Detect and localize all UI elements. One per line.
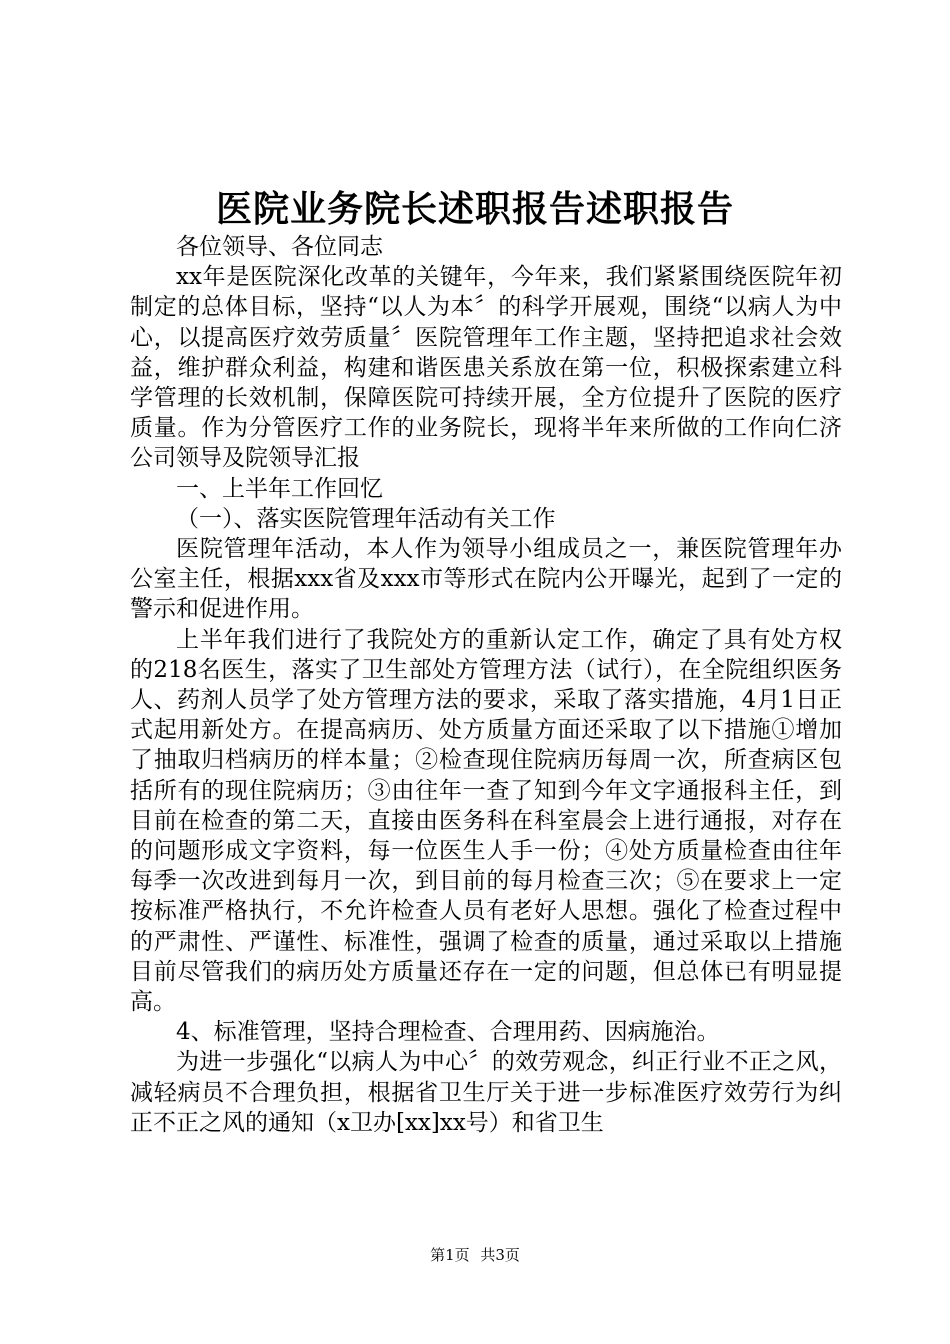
page-footer [0, 1245, 950, 1265]
paragraph-intro: xx年是医院深化改革的关键年，今年来，我们紧紧围绕医院年初制定的总体目标，坚持“以人为本〞的科学开展观，围绕“以病人为中心，以提高医疗效劳质量〞医院管理年工作主题，坚持把追求社会效益，维护群众利益，构建和谐医患关系放在第一位，积极探索建立科学管理的长效机制，保障医院可持续开展，全方位提升了医院的医疗质量。作为分管医疗工作的业务院长，现将半年来所做的工作向仁济公司领导及院领导汇报 [130, 264, 842, 472]
page-total: 共3页 [480, 1246, 520, 1264]
paragraph: 为进一步强化“以病人为中心〞的效劳观念，纠正行业不正之风，减轻病员不合理负担，根据省卫生厅关于进一步标准医疗效劳行为纠正不正之风的通知（x卫办[xx]xx号）和省卫生 [130, 1049, 842, 1136]
section-heading: 一、上半年工作回忆 [176, 475, 383, 502]
salutation: 各位领导、各位同志 [176, 234, 383, 260]
page-number: 第1页 [430, 1246, 470, 1264]
subsection-heading: （一）、落实医院管理年活动有关工作 [176, 505, 556, 532]
paragraph: 4、标准管理，坚持合理检查、合理用药、因病施治。 [176, 1019, 720, 1046]
paragraph: 上半年我们进行了我院处方的重新认定工作，确定了具有处方权的218名医生，落实了卫生部处方管理方法（试行），在全院组织医务人、药剂人员学了处方管理方法的要求，采取了落实措施，4月1日正式起用新处方。在提高病历、处方质量方面还采取了以下措施①增加了抽取归档病历的样本量；②检查现住院病历每周一次，所查病区包括所有的现住院病历；③由往年一查了知到今年文字通报科主任，到目前在检查的第二天，直接由医务科在科室晨会上进行通报，对存在的问题形成文字资料，每一位医生人手一份；④处方质量检查由往年每季一次改进到每月一次，到目前的每月检查三次；⑤在要求上一定按标准严格执行，不允许检查人员有老好人思想。强化了检查过程中的严肃性、严谨性、标准性，强调了检查的质量，通过采取以上措施目前尽管我们的病历处方质量还存在一定的问题，但总体已有明显提高。 [130, 626, 842, 1016]
paragraph: 医院管理年活动，本人作为领导小组成员之一，兼医院管理年办公室主任，根据xxx省及xxx市等形式在院内公开曝光，起到了一定的警示和促进作用。 [130, 536, 842, 623]
document-body [130, 232, 842, 1138]
document-title: 医院业务院长述职报告述职报告 [215, 188, 734, 230]
